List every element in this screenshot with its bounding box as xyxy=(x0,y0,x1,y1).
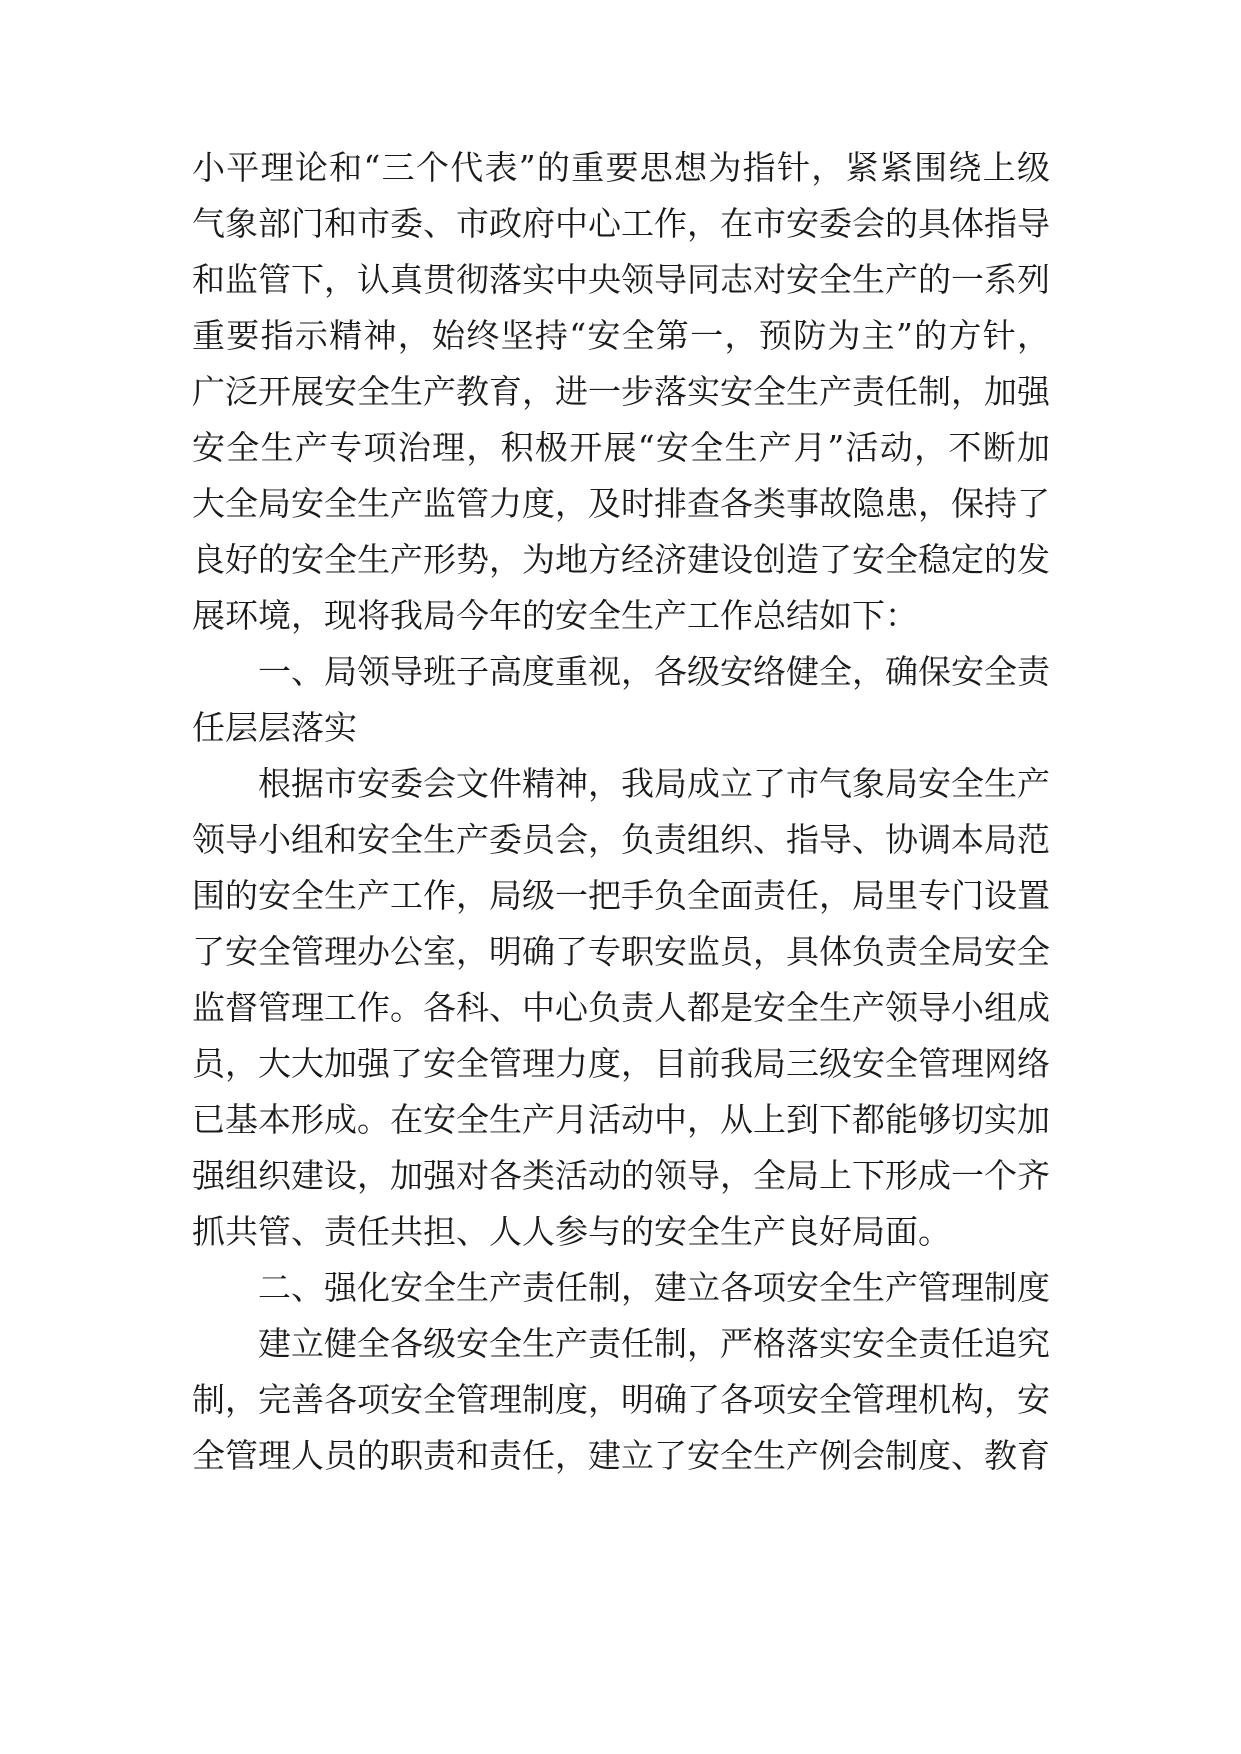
section-heading-line: 二、强化安全生产责任制，建立各项安全生产管理制度 xyxy=(258,1268,1050,1307)
text-line: 员，大大加强了安全管理力度，目前我局三级安全管理网络 xyxy=(192,1044,1050,1083)
text-line: 领导小组和安全生产委员会，负责组织、指导、协调本局范 xyxy=(192,820,1050,859)
text-line: 根据市安委会文件精神，我局成立了市气象局安全生产 xyxy=(258,764,1050,803)
text-line: 已基本形成。在安全生产月活动中，从上到下都能够切实加 xyxy=(192,1100,1050,1139)
text-line: 监督管理工作。各科、中心负责人都是安全生产领导小组成 xyxy=(192,988,1050,1027)
section-heading-line: 一、局领导班子高度重视，各级安络健全，确保安全责 xyxy=(258,652,1050,691)
text-line: 制，完善各项安全管理制度，明确了各项安全管理机构，安 xyxy=(192,1380,1050,1419)
text-line: 全管理人员的职责和责任，建立了安全生产例会制度、教育 xyxy=(192,1436,1050,1475)
text-line: 安全生产专项治理，积极开展“安全生产月”活动，不断加 xyxy=(192,428,1050,467)
text-line: 围的安全生产工作，局级一把手负全面责任，局里专门设置 xyxy=(192,876,1050,915)
text-line: 建立健全各级安全生产责任制，严格落实安全责任追究 xyxy=(258,1324,1050,1363)
section-heading-line: 任层层落实 xyxy=(192,708,357,747)
text-line: 强组织建设，加强对各类活动的领导，全局上下形成一个齐 xyxy=(192,1156,1050,1195)
text-line: 良好的安全生产形势，为地方经济建设创造了安全稳定的发 xyxy=(192,540,1050,579)
text-line: 广泛开展安全生产教育，进一步落实安全生产责任制，加强 xyxy=(192,372,1050,411)
text-line: 小平理论和“三个代表”的重要思想为指针，紧紧围绕上级 xyxy=(192,148,1050,187)
text-line: 和监管下，认真贯彻落实中央领导同志对安全生产的一系列 xyxy=(192,260,1050,299)
text-line: 展环境，现将我局今年的安全生产工作总结如下： xyxy=(192,596,918,635)
text-line: 抓共管、责任共担、人人参与的安全生产良好局面。 xyxy=(192,1212,951,1251)
text-line: 气象部门和市委、市政府中心工作，在市安委会的具体指导 xyxy=(192,204,1050,243)
text-line: 了安全管理办公室，明确了专职安监员，具体负责全局安全 xyxy=(192,932,1050,971)
text-line: 大全局安全生产监管力度，及时排查各类事故隐患，保持了 xyxy=(192,484,1050,523)
text-line: 重要指示精神，始终坚持“安全第一，预防为主”的方针， xyxy=(192,316,1050,355)
